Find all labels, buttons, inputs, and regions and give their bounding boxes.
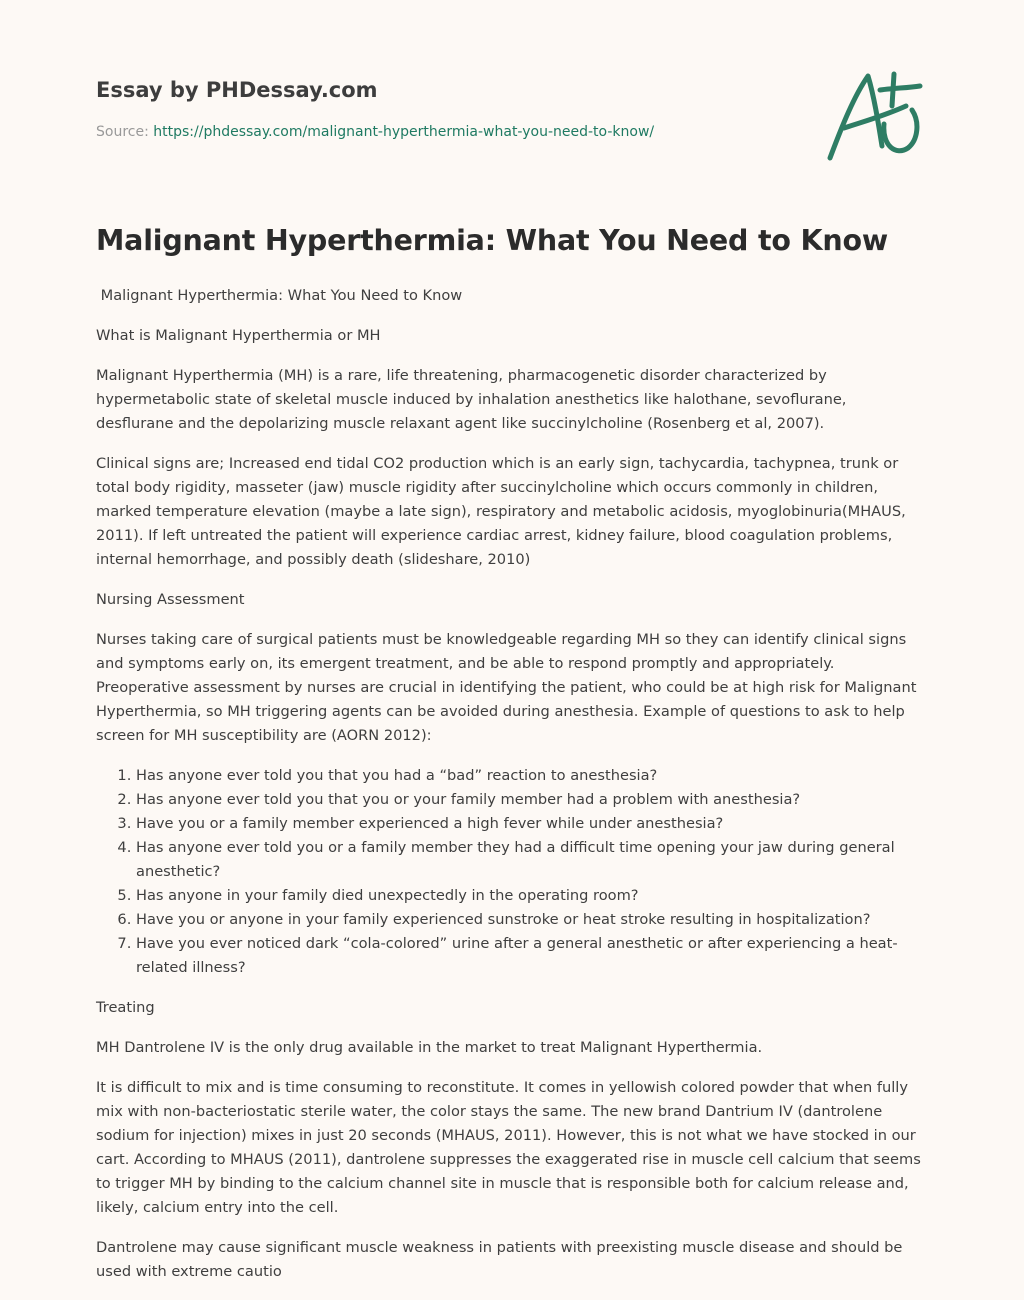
paragraph: Treating [96,999,155,1016]
source-line [96,124,654,140]
screening-questions-list [96,764,928,980]
paragraph: Nurses taking care of surgical patients must be knowledgeable regarding MH so they can identify clinical signs and symptoms early on, its emergent treatment, and be able to respond promptly and appropriately. Preoperative assessment by nurses are crucial in identifying the patient, who could be at high risk for Malignant Hyperthermia, so MH triggering agents can be avoided during anesthesia. Example of questions to ask to help screen for MH susceptibility are (AORN 2012): [96,631,917,744]
paragraph: What is Malignant Hyperthermia or MH [96,327,381,344]
essay-body [96,284,928,1300]
list-item: 7. Have you ever noticed dark “cola-colored” urine after a general anesthetic or after experiencing a heat-related illness? [136,932,928,980]
list-item: 3. Have you or a family member experienced a high fever while under anesthesia? [136,812,928,836]
list-item: 4. Has anyone ever told you or a family member they had a difficult time opening your jaw during general anesthetic? [136,836,928,884]
list-item: 6. Have you or anyone in your family experienced sunstroke or heat stroke resulting in hospitalization? [136,908,928,932]
paragraph: Malignant Hyperthermia: What You Need to Know [96,287,463,304]
a-plus-logo-icon [822,66,932,166]
site-brand: Essay by PHDessay.com [96,78,378,102]
paragraph: MH Dantrolene IV is the only drug available in the market to treat Malignant Hyperthermia. [96,1039,763,1056]
source-label: Source: [96,124,154,140]
essay-title: Malignant Hyperthermia: What You Need to Know [96,224,888,257]
source-link[interactable]: https://phdessay.com/malignant-hyperthermia-what-you-need-to-know/ [153,124,655,140]
paragraph: Dantrolene may cause significant muscle weakness in patients with preexisting muscle disease and should be used with extreme cautio [96,1239,903,1280]
paragraph: Malignant Hyperthermia (MH) is a rare, life threatening, pharmacogenetic disorder characterized by hypermetabolic state of skeletal muscle induced by inhalation anesthetics like halothane, sevoflurane, desflurane and the depolarizing muscle relaxant agent like succinylcholine (Rosenberg et al, 2007). [96,367,847,432]
list-item: 2. Has anyone ever told you that you or your family member had a problem with anesthesia? [136,788,928,812]
paragraph: It is difficult to mix and is time consuming to reconstitute. It comes in yellowish colored powder that when fully mix with non-bacteriostatic sterile water, the color stays the same. The new brand Dantrium IV (dantrolene sodium for injection) mixes in just 20 seconds (MHAUS, 2011). However, this is not what we have stocked in our cart. According to MHAUS (2011), dantrolene suppresses the exaggerated rise in muscle cell calcium that seems to trigger MH by binding to the calcium channel site in muscle that is responsible both for calcium release and, likely, calcium entry into the cell. [96,1079,921,1216]
paragraph: Clinical signs are; Increased end tidal CO2 production which is an early sign, tachycardia, tachypnea, trunk or total body rigidity, masseter (jaw) muscle rigidity after succinylcholine which occurs commonly in children, marked temperature elevation (maybe a late sign), respiratory and metabolic acidosis, myoglobinuria(MHAUS, 2011). If left untreated the patient will experience cardiac arrest, kidney failure, blood coagulation problems, internal hemorrhage, and possibly death (slideshare, 2010) [96,455,906,568]
list-item: 1. Has anyone ever told you that you had a “bad” reaction to anesthesia? [136,764,928,788]
paragraph: Nursing Assessment [96,591,245,608]
list-item: 5. Has anyone in your family died unexpectedly in the operating room? [136,884,928,908]
